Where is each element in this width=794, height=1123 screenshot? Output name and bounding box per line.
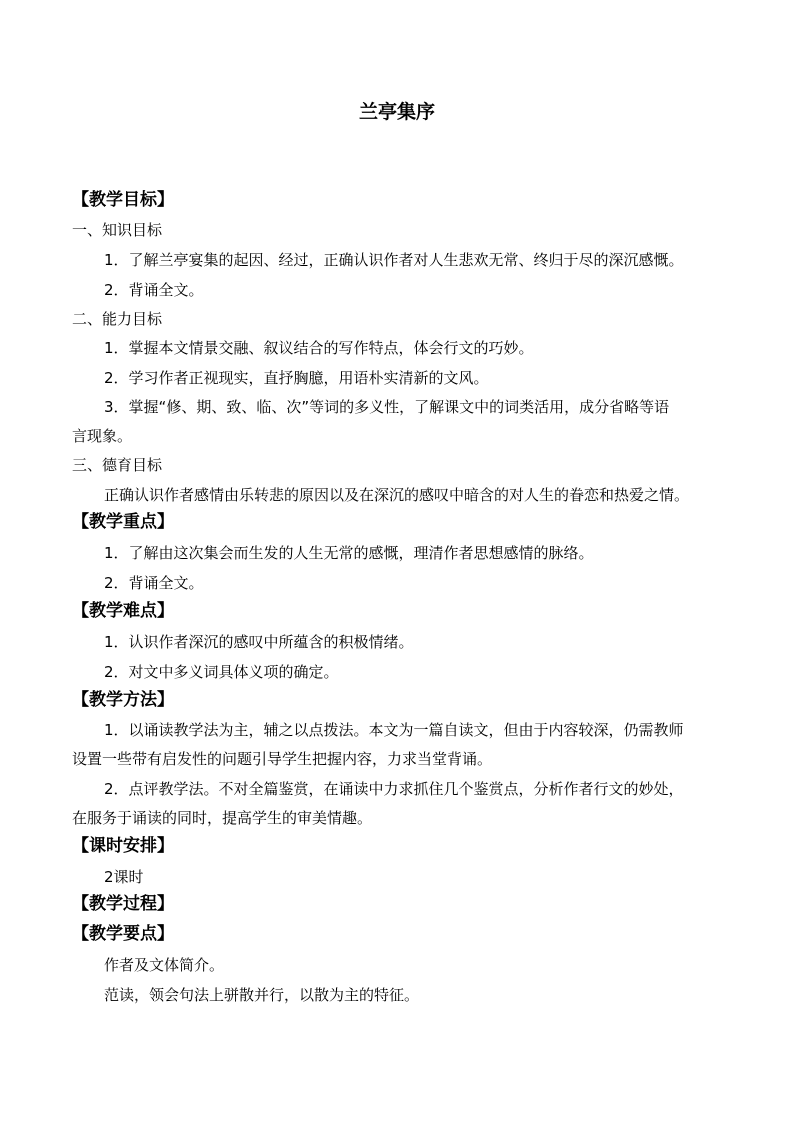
essentials-heading: 【教学要点】 — [72, 924, 174, 944]
document-title: 兰亭集序 — [358, 101, 435, 123]
moral-objective-text: 正确认识作者感情由乐转悲的原因以及在深沉的感叹中暗含的对人生的眷恋和热爱之情。 — [104, 486, 690, 504]
schedule-heading: 【课时安排】 — [72, 836, 174, 856]
knowledge-objective-item: 2．背诵全文。 — [104, 281, 204, 299]
ability-objective-item-continued: 言现象。 — [72, 427, 133, 445]
ability-objective-item: 2．学习作者正视现实，直抒胸臆，用语朴实清新的文风。 — [104, 369, 489, 387]
essential-item: 作者及文体简介。 — [104, 956, 225, 974]
difficulties-heading: 【教学难点】 — [72, 601, 174, 621]
method-line: 1．以诵读教学法为主，辅之以点拨法。本文为一篇自读文，但由于内容较深，仍需教师 — [104, 721, 684, 739]
difficulty-item: 1．认识作者深沉的感叹中所蕴含的积极情绪。 — [104, 633, 414, 651]
method-line: 在服务于诵读的同时，提高学生的审美情趣。 — [72, 809, 373, 827]
essential-item: 范读，领会句法上骈散并行，以散为主的特征。 — [104, 986, 420, 1004]
ability-objective-item: 1．掌握本文情景交融、叙议结合的写作特点，体会行文的巧妙。 — [104, 339, 534, 357]
methods-heading: 【教学方法】 — [72, 690, 174, 710]
objectives-heading: 【教学目标】 — [72, 190, 174, 210]
knowledge-objective-label: 一、知识目标 — [72, 221, 163, 239]
schedule-text: 2课时 — [104, 868, 144, 886]
ability-objective-label: 二、能力目标 — [72, 310, 163, 328]
process-heading: 【教学过程】 — [72, 894, 174, 914]
knowledge-objective-item: 1．了解兰亭宴集的起因、经过，正确认识作者对人生悲欢无常、终归于尽的深沉感慨。 — [104, 251, 684, 269]
difficulty-item: 2．对文中多义词具体义项的确定。 — [104, 663, 339, 681]
method-line: 2．点评教学法。不对全篇鉴赏，在诵读中力求抓住几个鉴赏点，分析作者行文的妙处， — [104, 780, 684, 798]
method-line: 设置一些带有启发性的问题引导学生把握内容，力求当堂背诵。 — [72, 750, 493, 768]
key-point-item: 2．背诵全文。 — [104, 574, 204, 592]
ability-objective-item: 3．掌握“修、期、致、临、次”等词的多义性，了解课文中的词类活用，成分省略等语 — [104, 398, 670, 416]
key-points-heading: 【教学重点】 — [72, 512, 174, 532]
moral-objective-label: 三、德育目标 — [72, 456, 163, 474]
key-point-item: 1．了解由这次集会而生发的人生无常的感慨，理清作者思想感情的脉络。 — [104, 544, 594, 562]
